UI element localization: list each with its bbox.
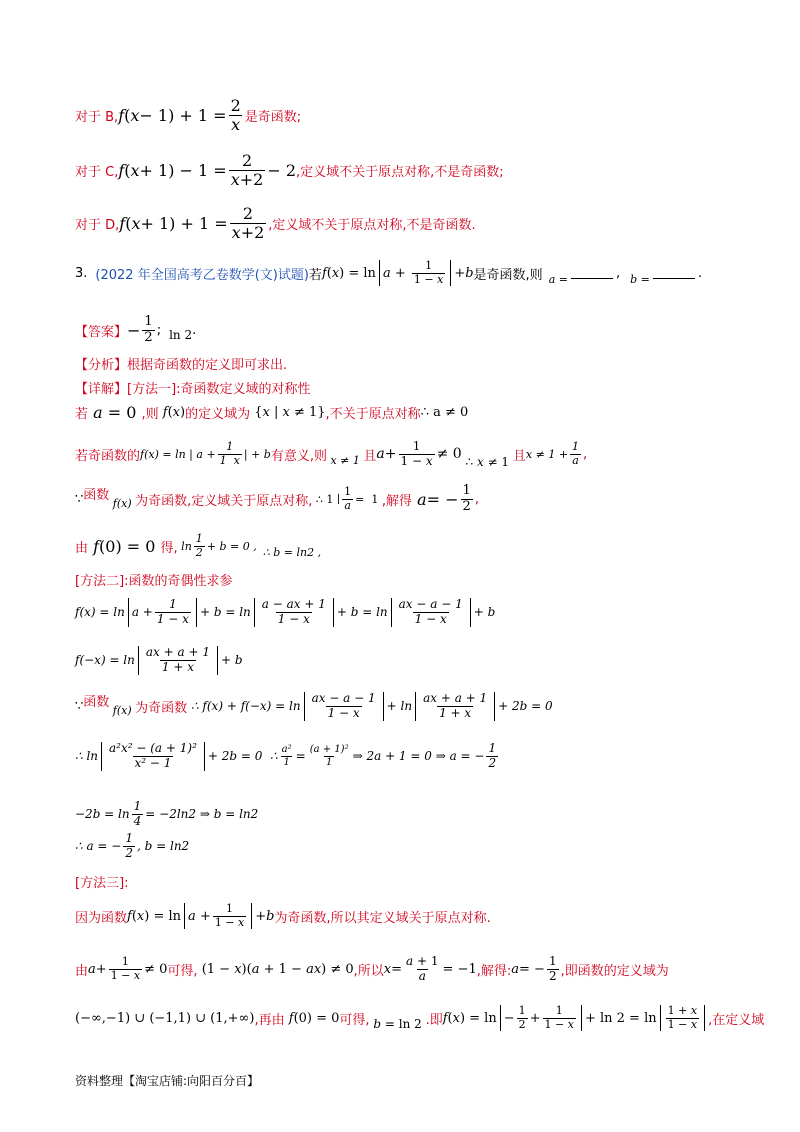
option-c-formula: f ( x + 1) − 1 = $\frac{2}{x+2}$ − 2	[118, 151, 297, 190]
footer-note: 资料整理【淘宝店铺:向阳百分百】	[75, 1074, 260, 1088]
question-ruo: 若	[308, 267, 322, 283]
question-source: (2022 年全国高考乙卷数学(文)试题)	[95, 267, 309, 283]
method-2-heading: [方法二]:函数的奇偶性求参	[75, 574, 233, 589]
answer-blank-b	[653, 268, 695, 279]
step-symmetric: ∵ 函数 f(x) 为奇函数,定义域关于原点对称, ∴ 1 ∣ $\frac{1}{a}$ = 1 ,解得 a = − $\frac{1}{2}$ ,	[75, 483, 479, 514]
detail-line	[75, 378, 311, 397]
question-3-line: 3. (2022 年全国高考乙卷数学(文)试题) 若 f ( x ) = ln a + $\frac{1}{1 - x}$ + b 是奇函数,则 a = , b = .	[75, 259, 703, 286]
option-d-suffix: ,定义域不关于原点对称,不是奇函数.	[268, 218, 476, 234]
answer-line: 【答案】 − $\frac{1}{2}$ ; ln 2 .	[75, 314, 197, 345]
answer-a-value: − $\frac{1}{2}$	[127, 314, 153, 345]
step-sum-zero: ∵ 函数 f(x) 为奇函数 ∴ f(x) + f(−x) = ln $\frac{ax - a - 1}{1 - x}$ + ln $\frac{ax + a + 1}{1 + x}$ + 2b = 0	[75, 691, 553, 720]
option-b-line	[75, 97, 301, 135]
option-d-line	[75, 205, 476, 243]
detail-tag: 【详解】	[75, 382, 128, 397]
question-b-eq: b =	[630, 272, 650, 286]
analysis-tag: 【分析】	[75, 358, 128, 373]
step-a-zero: 若 a = 0 ,则 f (x) 的定义域为 {x | x ≠ 1} ,不关于原点对称 ∴ a ≠ 0	[75, 403, 469, 422]
question-a-eq: a =	[548, 272, 568, 286]
option-d-formula: f ( x + 1) + 1 = $\frac{2}{x+2}$	[119, 204, 265, 243]
analysis-line	[75, 354, 287, 373]
option-b-formula: f ( x − 1) + 1 = $\frac{2}{x}$	[118, 96, 241, 135]
detail-method1: [方法一]:奇函数定义域的对称性	[127, 382, 311, 397]
answer-tag: 【答案】	[75, 324, 128, 340]
option-b-prefix: 对于 B,	[75, 110, 119, 126]
question-mid: 是奇函数,则	[473, 267, 543, 283]
step-b-value: 由 f(0) = 0 得, ln $\frac{1}{2}$ + b = 0 , ∴ b = ln2 ,	[75, 532, 322, 559]
step-b-solve: −2b = ln $\frac{1}{4}$ = −2ln2 ⇒ b = ln2	[75, 799, 259, 828]
step-m3-domain: 由 a + $\frac{1}{1 - x}$ ≠ 0 可得, (1 − x)(a + 1 − ax) ≠ 0 ,所以 x = $\frac{a + 1}{a}$ = −1 ,解得: a = − $\frac{1}{2}$ ,即函数的定义域为	[75, 954, 669, 983]
step-domain: 若奇函数的 f(x) = ln | a + $\frac{1}{1 x}$ | + b 有意义,则 x ≠ 1 且 a + $\frac{1}{1 - x}$ ≠ 0 ∴ x ≠ 1 且 x ≠ 1 + $\frac{1}{a}$ ,	[75, 439, 588, 470]
option-c-prefix: 对于 C,	[75, 165, 119, 181]
question-formula: f ( x ) = ln a + $\frac{1}{1 - x}$ + b	[321, 259, 474, 286]
step-m3-intro: 因为函数 f ( x ) = ln a + $\frac{1}{1 - x}$ + b 为奇函数,所以其定义域关于原点对称.	[75, 902, 491, 929]
step-result: ∴ a = − $\frac{1}{2}$ , b = ln2	[75, 831, 190, 860]
option-b-suffix: 是奇函数;	[244, 110, 302, 126]
option-c-line	[75, 152, 504, 190]
step-m3-conclusion: (−∞,−1) ∪ (−1,1) ∪ (1,+∞) ,再由 f(0) = 0 可得, b = ln 2 .即 f ( x ) = ln − $\frac{1}{2}$ + $\frac{1}{1 - x}$ + ln 2 = ln $\frac{1 + x}{1 - x}$ ,在定义域	[75, 1004, 765, 1032]
answer-blank-a	[571, 268, 613, 279]
method-3-heading: [方法三]:	[75, 876, 129, 891]
step-log-combined: ∴ ln $\frac{\text{a²x² − (a + 1)²}}{\text{x² − 1}}$ + 2b = 0 ∴ $\frac{\text{a²}}{1}$ = $\frac{\text{(a + 1)²}}{1}$ ⇒ 2a + 1 = 0 ⇒ a = − $\frac{1}{2}$	[75, 741, 497, 770]
answer-b-value: ln 2	[169, 328, 193, 343]
step-fx-expand: f(x) = ln a + $\frac{1}{1 - x}$ + b = ln $\frac{a - ax + 1}{1 - x}$ + b = ln $\frac{ax - a - 1}{1 - x}$ + b	[75, 597, 496, 626]
option-c-suffix: ,定义域不关于原点对称,不是奇函数;	[296, 165, 504, 181]
question-number: 3.	[75, 265, 88, 281]
analysis-text: 根据奇函数的定义即可求出.	[127, 358, 288, 373]
option-d-prefix: 对于 D,	[75, 218, 120, 234]
step-f-neg-x: f(−x) = ln $\frac{ax + a + 1}{1 + x}$ + b	[75, 645, 243, 674]
